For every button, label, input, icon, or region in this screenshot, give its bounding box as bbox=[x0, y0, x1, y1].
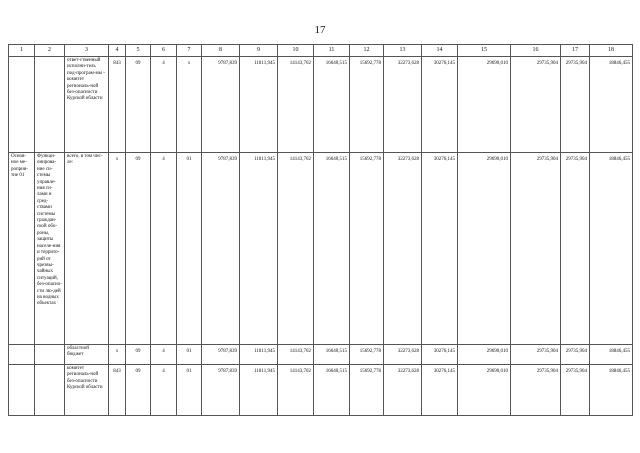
table-cell: 14143,702 bbox=[278, 345, 314, 365]
table-cell: 09 bbox=[126, 57, 151, 153]
table-cell bbox=[9, 345, 35, 365]
table-cell bbox=[9, 365, 35, 416]
table-cell: Функци-онирова-ние си-стемы управле-ния си-лами и сред-ствами системы граждан-ской обо-роны, защиты населе-ния и террито-рий от чрезвы-чайных ситуаций, без-опасно-сти лю-дей на водных объектах bbox=[35, 153, 65, 345]
table-cell: 18846,455 bbox=[590, 153, 633, 345]
column-header: 6 bbox=[151, 45, 177, 57]
table-cell: 11811,945 bbox=[240, 153, 278, 345]
table-row bbox=[9, 365, 633, 416]
table-cell: 843 bbox=[109, 365, 126, 416]
table-cell: 09 bbox=[126, 365, 151, 416]
table-cell: 15692,778 bbox=[350, 57, 384, 153]
table-cell: 29690,010 bbox=[458, 345, 511, 365]
table-cell bbox=[9, 57, 35, 153]
table-cell: 30276,145 bbox=[422, 57, 458, 153]
column-header: 2 bbox=[35, 45, 65, 57]
table-cell: 29735,904 bbox=[511, 57, 561, 153]
table-cell: областной бюджет bbox=[65, 345, 109, 365]
column-header: 18 bbox=[590, 45, 633, 57]
table-cell: 29690,010 bbox=[458, 365, 511, 416]
table-cell: 843 bbox=[109, 57, 126, 153]
table-cell: 01 bbox=[177, 365, 202, 416]
page-number: 17 bbox=[314, 24, 326, 36]
table-cell: 32273,628 bbox=[384, 345, 422, 365]
table-cell: 32273,628 bbox=[384, 153, 422, 345]
column-header: 7 bbox=[177, 45, 202, 57]
table-cell: комитет региональ-ной без-опасности Курской области bbox=[65, 365, 109, 416]
table-cell: 11811,945 bbox=[240, 365, 278, 416]
table-row bbox=[9, 345, 633, 365]
column-header: 17 bbox=[561, 45, 590, 57]
table-cell: 30276,145 bbox=[422, 345, 458, 365]
column-header: 3 bbox=[65, 45, 109, 57]
budget-table bbox=[8, 44, 633, 416]
table-cell: 29735,904 bbox=[561, 345, 590, 365]
table-cell: 4 bbox=[151, 365, 177, 416]
table-cell: 32273,628 bbox=[384, 365, 422, 416]
table-cell: 18846,455 bbox=[590, 365, 633, 416]
table-cell: ответ-ственный исполни-тель под-програм-мы - комитет региональ-ной без-опасности Курской области bbox=[65, 57, 109, 153]
column-header: 16 bbox=[511, 45, 561, 57]
table-cell: х bbox=[109, 153, 126, 345]
table-cell: 29735,904 bbox=[511, 345, 561, 365]
table-cell bbox=[35, 345, 65, 365]
table-cell: 01 bbox=[177, 153, 202, 345]
table-cell: 29735,904 bbox=[561, 365, 590, 416]
table-row bbox=[9, 153, 633, 345]
column-header: 12 bbox=[350, 45, 384, 57]
table-cell: х bbox=[109, 345, 126, 365]
table-cell: 09 bbox=[126, 345, 151, 365]
table-cell: 9787,839 bbox=[202, 365, 240, 416]
table-cell: 29735,904 bbox=[561, 153, 590, 345]
table-cell: 29690,010 bbox=[458, 57, 511, 153]
table-cell: 4 bbox=[151, 345, 177, 365]
table-cell: 01 bbox=[177, 345, 202, 365]
column-header: 9 bbox=[240, 45, 278, 57]
table-cell: 15692,778 bbox=[350, 153, 384, 345]
table-cell: 11811,945 bbox=[240, 57, 278, 153]
table-cell: 4 bbox=[151, 153, 177, 345]
column-header: 1 bbox=[9, 45, 35, 57]
table-cell: Основ-ное ме-роприя-тие 01 bbox=[9, 153, 35, 345]
table-cell: 9787,839 bbox=[202, 345, 240, 365]
table-cell: всего, в том чис-ле: bbox=[65, 153, 109, 345]
table-cell bbox=[35, 57, 65, 153]
table-cell: 29735,904 bbox=[561, 57, 590, 153]
table-cell: 14143,702 bbox=[278, 153, 314, 345]
table-cell: 14143,702 bbox=[278, 57, 314, 153]
table-cell: 16640,515 bbox=[314, 365, 350, 416]
table-row bbox=[9, 57, 633, 153]
header-row bbox=[9, 45, 633, 57]
table-cell: 14143,702 bbox=[278, 365, 314, 416]
table-cell: 09 bbox=[126, 153, 151, 345]
column-header: 10 bbox=[278, 45, 314, 57]
table-cell: 29735,904 bbox=[511, 365, 561, 416]
table-cell: 4 bbox=[151, 57, 177, 153]
table-cell: 29690,010 bbox=[458, 153, 511, 345]
table-cell: 15692,778 bbox=[350, 345, 384, 365]
column-header: 14 bbox=[422, 45, 458, 57]
table-cell: 11811,945 bbox=[240, 345, 278, 365]
table-cell bbox=[35, 365, 65, 416]
table-cell: 16640,515 bbox=[314, 57, 350, 153]
column-header: 5 bbox=[126, 45, 151, 57]
column-header: 4 bbox=[109, 45, 126, 57]
table-cell: 18846,455 bbox=[590, 57, 633, 153]
table-cell: 16640,515 bbox=[314, 345, 350, 365]
table-cell: 9787,839 bbox=[202, 57, 240, 153]
table-cell: 32273,628 bbox=[384, 57, 422, 153]
column-header: 11 bbox=[314, 45, 350, 57]
table-cell: 9787,839 bbox=[202, 153, 240, 345]
column-header: 8 bbox=[202, 45, 240, 57]
table-cell: 18846,455 bbox=[590, 345, 633, 365]
column-header: 13 bbox=[384, 45, 422, 57]
table-cell: 15692,778 bbox=[350, 365, 384, 416]
table-cell: 29735,904 bbox=[511, 153, 561, 345]
table-cell: 16640,515 bbox=[314, 153, 350, 345]
table-cell: 30276,145 bbox=[422, 153, 458, 345]
table-cell: 30276,145 bbox=[422, 365, 458, 416]
table-cell: х bbox=[177, 57, 202, 153]
column-header: 15 bbox=[458, 45, 511, 57]
